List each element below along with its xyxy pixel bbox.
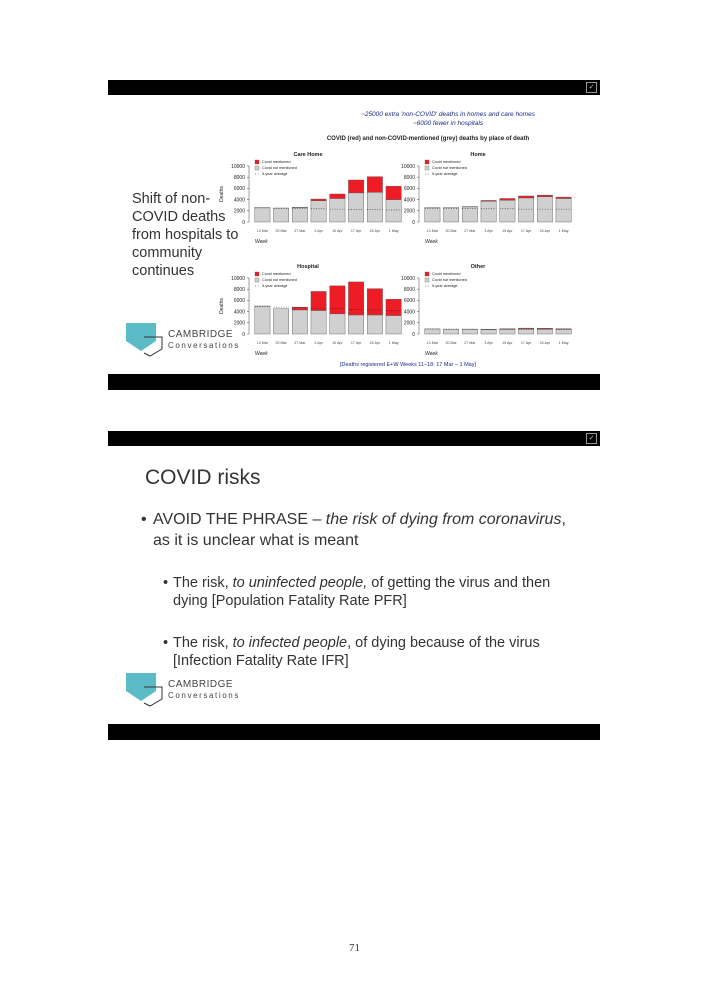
y-tick-label: 4000 bbox=[233, 309, 245, 316]
legend-label: 5-year average bbox=[432, 172, 458, 176]
legend-label: Covid mentioned bbox=[432, 272, 461, 276]
y-tick-label: 2000 bbox=[233, 208, 245, 215]
chart-header-line2: ~6000 fewer in hospitals bbox=[412, 120, 484, 127]
y-tick-label: 8000 bbox=[233, 175, 245, 181]
legend-label: Covid not mentioned bbox=[432, 278, 467, 282]
x-tick-label: 20 Mar bbox=[275, 229, 287, 233]
bar-covid-mentioned bbox=[311, 291, 326, 310]
bar-covid-not-mentioned bbox=[311, 310, 326, 334]
panel-title: Hospital bbox=[297, 264, 319, 270]
bar-covid-mentioned bbox=[518, 328, 533, 329]
bullet-ifr bbox=[163, 634, 583, 670]
x-tick-label: 13 Mar bbox=[256, 229, 268, 233]
bar-covid-mentioned bbox=[481, 200, 496, 201]
legend-swatch-covid bbox=[255, 160, 259, 164]
bullet-dot: • bbox=[141, 511, 147, 528]
x-tick-label: 24 Apr bbox=[369, 229, 381, 233]
shield-logo-icon bbox=[124, 673, 164, 707]
panel-title: Home bbox=[470, 152, 486, 158]
chart-header-line1: ~25000 extra 'non-COVID' deaths in homes and care homes bbox=[361, 111, 535, 118]
slide-2-top-bar bbox=[108, 431, 600, 446]
x-tick-label: 3 Apr bbox=[484, 341, 493, 345]
y-tick-label: 0 bbox=[412, 219, 415, 226]
bar-covid-not-mentioned bbox=[292, 310, 307, 334]
bar-covid-mentioned bbox=[367, 289, 382, 315]
bar-covid-not-mentioned bbox=[537, 329, 552, 334]
bar-covid-not-mentioned bbox=[462, 207, 477, 222]
y-tick-label: 10000 bbox=[231, 275, 245, 282]
bar-covid-not-mentioned bbox=[367, 192, 382, 222]
sub1-text-pre: The risk, bbox=[173, 575, 233, 591]
bar-covid-mentioned bbox=[367, 177, 382, 193]
y-tick-label: 8000 bbox=[403, 287, 415, 293]
bar-covid-mentioned bbox=[386, 186, 401, 199]
x-tick-label: 10 Apr bbox=[502, 229, 513, 233]
y-axis-label: Deaths bbox=[219, 186, 225, 202]
y-tick-label: 4000 bbox=[233, 197, 245, 204]
bar-covid-mentioned bbox=[500, 198, 515, 200]
chart-footer-note: [Deaths registered E+W Weeks 11–18: 17 Mar – 1 May] bbox=[340, 362, 476, 368]
y-tick-label: 2000 bbox=[233, 320, 245, 327]
x-tick-label: 1 May bbox=[558, 229, 569, 233]
bar-covid-not-mentioned bbox=[500, 200, 515, 222]
logo-text-line2: Conversations bbox=[168, 341, 240, 350]
x-tick-label: 13 Mar bbox=[426, 229, 438, 233]
y-tick-label: 8000 bbox=[233, 287, 245, 293]
page-number: 71 bbox=[349, 942, 360, 954]
cambridge-logo bbox=[124, 320, 245, 357]
bar-covid-not-mentioned bbox=[443, 329, 458, 334]
legend-swatch-non-covid bbox=[255, 278, 259, 282]
bar-covid-not-mentioned bbox=[462, 329, 477, 334]
legend-swatch-non-covid bbox=[425, 278, 429, 282]
y-tick-label: 2000 bbox=[403, 208, 415, 215]
legend-swatch-covid bbox=[425, 272, 429, 276]
chart-title: COVID (red) and non-COVID-mentioned (grey) deaths by place of death bbox=[326, 136, 530, 142]
bar-covid-not-mentioned bbox=[311, 201, 326, 222]
x-tick-label: 3 Apr bbox=[314, 341, 323, 345]
legend-swatch-covid bbox=[255, 272, 259, 276]
slide-1 bbox=[108, 80, 600, 390]
bar-covid-not-mentioned bbox=[255, 306, 270, 334]
x-axis-label: Week bbox=[255, 351, 268, 357]
bullet1-text-pre: AVOID THE PHRASE – bbox=[153, 511, 326, 528]
legend-label: Covid not mentioned bbox=[262, 278, 297, 282]
legend-label: Covid mentioned bbox=[432, 160, 461, 164]
y-tick-label: 2000 bbox=[403, 320, 415, 327]
bar-covid-not-mentioned bbox=[367, 315, 382, 334]
sub2-text-pre: The risk, bbox=[173, 635, 233, 651]
bullet1-text-em: the risk of dying from coronavirus bbox=[325, 511, 562, 528]
bullet-pfr bbox=[163, 574, 583, 610]
x-tick-label: 17 Apr bbox=[350, 341, 362, 345]
legend-swatch-covid bbox=[425, 160, 429, 164]
bar-covid-not-mentioned bbox=[292, 207, 307, 222]
x-tick-label: 3 Apr bbox=[484, 229, 493, 233]
bar-covid-mentioned bbox=[537, 328, 552, 329]
y-tick-label: 0 bbox=[242, 331, 245, 338]
bar-covid-mentioned bbox=[330, 194, 345, 198]
bar-covid-not-mentioned bbox=[273, 309, 288, 334]
x-tick-label: 20 Mar bbox=[275, 341, 287, 345]
y-axis-label: Deaths bbox=[219, 298, 225, 314]
x-tick-label: 27 Mar bbox=[294, 229, 306, 233]
bar-covid-not-mentioned bbox=[518, 198, 533, 222]
x-tick-label: 10 Apr bbox=[332, 341, 343, 345]
bar-covid-not-mentioned bbox=[386, 200, 401, 222]
legend-label: 5-year average bbox=[262, 284, 288, 288]
bar-covid-not-mentioned bbox=[556, 329, 571, 334]
shield-logo-icon bbox=[124, 323, 164, 357]
cambridge-logo bbox=[124, 673, 244, 707]
legend-label: Covid not mentioned bbox=[262, 166, 297, 170]
x-tick-label: 17 Apr bbox=[350, 229, 362, 233]
bar-covid-not-mentioned bbox=[500, 329, 515, 334]
y-tick-label: 8000 bbox=[403, 175, 415, 181]
sub1-text-em: to uninfected people, bbox=[232, 575, 368, 591]
x-axis-label: Week bbox=[255, 239, 268, 245]
bar-covid-mentioned bbox=[348, 180, 363, 193]
legend-label: Covid mentioned bbox=[262, 160, 291, 164]
bullet-dot: • bbox=[163, 575, 169, 591]
y-tick-label: 10000 bbox=[231, 163, 245, 170]
bar-covid-mentioned bbox=[311, 199, 326, 201]
legend-label: Covid mentioned bbox=[262, 272, 291, 276]
panel-title: Care Home bbox=[293, 152, 323, 158]
x-tick-label: 10 Apr bbox=[332, 229, 343, 233]
legend-swatch-non-covid bbox=[425, 166, 429, 170]
x-tick-label: 24 Apr bbox=[539, 341, 551, 345]
y-tick-label: 10000 bbox=[401, 163, 415, 170]
bullet-avoid-phrase bbox=[141, 509, 581, 551]
slide-1-left-text: Shift of non-COVID deaths from hospitals to community continues bbox=[132, 191, 239, 279]
bar-covid-not-mentioned bbox=[425, 329, 440, 334]
x-tick-label: 27 Mar bbox=[464, 341, 476, 345]
bar-covid-mentioned bbox=[348, 282, 363, 315]
x-tick-label: 17 Apr bbox=[520, 341, 532, 345]
x-tick-label: 1 May bbox=[388, 341, 399, 345]
y-tick-label: 0 bbox=[412, 331, 415, 338]
bar-covid-not-mentioned bbox=[348, 315, 363, 334]
x-axis-label: Week bbox=[425, 239, 438, 245]
bar-covid-not-mentioned bbox=[330, 314, 345, 334]
expand-icon[interactable]: ✓ bbox=[586, 82, 597, 93]
panel-title: Other bbox=[470, 264, 486, 270]
slide-2 bbox=[108, 431, 600, 740]
bar-covid-not-mentioned bbox=[425, 207, 440, 222]
legend-label: 5-year average bbox=[432, 284, 458, 288]
legend-label: Covid not mentioned bbox=[432, 166, 467, 170]
x-tick-label: 24 Apr bbox=[369, 341, 381, 345]
expand-icon[interactable]: ✓ bbox=[586, 433, 597, 444]
bar-covid-not-mentioned bbox=[273, 208, 288, 222]
sub2-text-em: to infected people bbox=[232, 635, 348, 651]
x-tick-label: 3 Apr bbox=[314, 229, 323, 233]
sub2-text-post: , of dying because of the virus [Infection Fatality Rate IFR] bbox=[173, 635, 540, 669]
x-tick-label: 27 Mar bbox=[464, 229, 476, 233]
bullet-dot: • bbox=[163, 635, 169, 651]
x-tick-label: 27 Mar bbox=[294, 341, 306, 345]
bar-covid-not-mentioned bbox=[386, 316, 401, 334]
x-tick-label: 1 May bbox=[388, 229, 399, 233]
slide-2-title: COVID risks bbox=[145, 466, 261, 489]
y-tick-label: 10000 bbox=[401, 275, 415, 282]
logo-text-line1: CAMBRIDGE bbox=[168, 679, 234, 690]
bar-covid-mentioned bbox=[537, 195, 552, 197]
slide-2-bottom-bar bbox=[108, 724, 600, 740]
bullet1-text-post: , as it is unclear what is meant bbox=[153, 511, 566, 549]
bar-covid-not-mentioned bbox=[348, 193, 363, 222]
bar-covid-mentioned bbox=[556, 329, 571, 330]
logo-text-line1: CAMBRIDGE bbox=[168, 329, 234, 340]
bar-covid-mentioned bbox=[330, 286, 345, 314]
bar-covid-mentioned bbox=[556, 197, 571, 198]
x-tick-label: 20 Mar bbox=[445, 229, 457, 233]
y-tick-label: 0 bbox=[242, 219, 245, 226]
x-tick-label: 20 Mar bbox=[445, 341, 457, 345]
x-tick-label: 10 Apr bbox=[502, 341, 513, 345]
x-tick-label: 1 May bbox=[558, 341, 569, 345]
sub1-text-post: of getting the virus and then dying [Population Fatality Rate PFR] bbox=[173, 575, 551, 609]
slide-1-bottom-bar bbox=[108, 374, 600, 390]
bar-covid-not-mentioned bbox=[556, 198, 571, 222]
y-tick-label: 6000 bbox=[233, 186, 245, 193]
legend-label: 5-year average bbox=[262, 172, 288, 176]
logo-text-line2: Conversations bbox=[168, 691, 240, 700]
bar-covid-not-mentioned bbox=[481, 330, 496, 334]
legend-swatch-non-covid bbox=[255, 166, 259, 170]
y-tick-label: 6000 bbox=[403, 298, 415, 305]
y-tick-label: 6000 bbox=[233, 298, 245, 305]
bar-covid-not-mentioned bbox=[443, 207, 458, 222]
bar-covid-mentioned bbox=[386, 299, 401, 315]
x-tick-label: 13 Mar bbox=[426, 341, 438, 345]
x-tick-label: 17 Apr bbox=[520, 229, 532, 233]
bar-covid-not-mentioned bbox=[518, 329, 533, 334]
y-tick-label: 4000 bbox=[403, 197, 415, 204]
x-axis-label: Week bbox=[425, 351, 438, 357]
bar-covid-not-mentioned bbox=[330, 198, 345, 222]
x-tick-label: 13 Mar bbox=[256, 341, 268, 345]
y-tick-label: 4000 bbox=[403, 309, 415, 316]
bar-covid-mentioned bbox=[518, 196, 533, 198]
bar-covid-not-mentioned bbox=[481, 201, 496, 222]
x-tick-label: 24 Apr bbox=[539, 229, 551, 233]
bar-covid-not-mentioned bbox=[255, 207, 270, 222]
y-tick-label: 6000 bbox=[403, 186, 415, 193]
